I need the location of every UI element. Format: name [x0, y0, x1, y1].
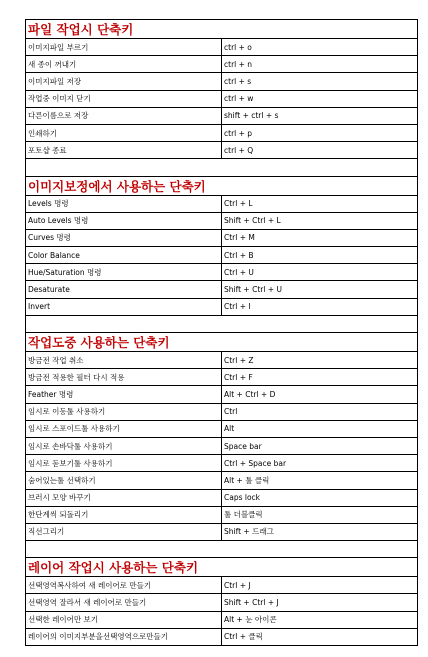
shortcut-cell: ctrl + s: [222, 73, 418, 90]
shortcut-cell: Ctrl + F: [222, 369, 418, 386]
section-header-row: [26, 333, 418, 352]
shortcut-cell: Ctrl + B: [222, 247, 418, 264]
shortcut-cell: ctrl + Q: [222, 142, 418, 159]
shortcut-cell: ctrl + o: [222, 39, 418, 56]
shortcut-cell: shift + ctrl + s: [222, 107, 418, 124]
action-cell: 선택영역복사하여 새 레이어로 만들기: [26, 577, 222, 594]
spacer-cell: [26, 159, 418, 176]
section-header-row: [26, 558, 418, 577]
table-row: [26, 229, 418, 246]
action-cell: Auto Levels 명령: [26, 212, 222, 229]
action-cell: 직선그리기: [26, 523, 222, 540]
table-row: [26, 489, 418, 506]
action-cell: 임시로 스포이드툴 사용하기: [26, 420, 222, 437]
shortcut-cell: Ctrl + U: [222, 264, 418, 281]
table-row: [26, 73, 418, 90]
action-cell: 임시로 이동툴 사용하기: [26, 403, 222, 420]
shortcut-cell: ctrl + n: [222, 56, 418, 73]
action-cell: 인쇄하기: [26, 124, 222, 141]
shortcut-cell: Alt + Ctrl + D: [222, 386, 418, 403]
action-cell: 포토샵 종료: [26, 142, 222, 159]
table-row: [26, 107, 418, 124]
section-title: 이미지보정에서 사용하는 단축키: [26, 176, 418, 195]
table-row: [26, 195, 418, 212]
shortcut-cell: Ctrl + 클릭: [222, 628, 418, 645]
action-cell: Hue/Saturation 명령: [26, 264, 222, 281]
table-row: [26, 39, 418, 56]
table-row: [26, 90, 418, 107]
shortcut-cell: Ctrl: [222, 403, 418, 420]
shortcut-cell: ctrl + w: [222, 90, 418, 107]
shortcut-table-body: [26, 20, 418, 646]
action-cell: 방금전 작업 취소: [26, 352, 222, 369]
section-title: 레이어 작업시 사용하는 단축키: [26, 558, 418, 577]
table-row: [26, 628, 418, 645]
shortcut-cell: Ctrl + J: [222, 577, 418, 594]
section-header-row: [26, 176, 418, 195]
section-title: 작업도중 사용하는 단축키: [26, 333, 418, 352]
shortcut-cell: Shift + Ctrl + U: [222, 281, 418, 298]
spacer-row: [26, 315, 418, 332]
spacer-cell: [26, 315, 418, 332]
shortcut-cell: Space bar: [222, 437, 418, 454]
action-cell: Curves 명령: [26, 229, 222, 246]
table-row: [26, 369, 418, 386]
action-cell: 한단계씩 되돌리기: [26, 506, 222, 523]
shortcut-cell: Ctrl + Space bar: [222, 455, 418, 472]
spacer-row: [26, 541, 418, 558]
action-cell: 숨어있는툴 선택하기: [26, 472, 222, 489]
action-cell: 방금전 적용한 필터 다시 적용: [26, 369, 222, 386]
section-title: 파일 작업시 단축키: [26, 20, 418, 39]
table-row: [26, 212, 418, 229]
table-row: [26, 281, 418, 298]
action-cell: Invert: [26, 298, 222, 315]
shortcut-table: [25, 19, 418, 646]
table-row: [26, 56, 418, 73]
action-cell: 브러시 모양 바꾸기: [26, 489, 222, 506]
table-row: [26, 594, 418, 611]
action-cell: 다른이름으로 저장: [26, 107, 222, 124]
action-cell: 이미지파일 저장: [26, 73, 222, 90]
table-row: [26, 124, 418, 141]
action-cell: 선택영역 잘라서 새 레이어로 만들기: [26, 594, 222, 611]
table-row: [26, 403, 418, 420]
table-row: [26, 264, 418, 281]
table-row: [26, 437, 418, 454]
action-cell: 작업중 이미지 닫기: [26, 90, 222, 107]
action-cell: 레이어의 이미지부분을선택영역으로만들기: [26, 628, 222, 645]
table-row: [26, 142, 418, 159]
action-cell: 임시로 손바닥툴 사용하기: [26, 437, 222, 454]
spacer-row: [26, 159, 418, 176]
action-cell: 새 종이 꺼내기: [26, 56, 222, 73]
shortcut-cell: Alt: [222, 420, 418, 437]
shortcut-cell: Alt + 툴 클릭: [222, 472, 418, 489]
action-cell: Feather 명령: [26, 386, 222, 403]
table-row: [26, 298, 418, 315]
shortcut-cell: Ctrl + M: [222, 229, 418, 246]
shortcut-cell: Shift + Ctrl + L: [222, 212, 418, 229]
shortcut-cell: ctrl + p: [222, 124, 418, 141]
shortcut-cell: Ctrl + L: [222, 195, 418, 212]
shortcut-cell: Shift + Ctrl + J: [222, 594, 418, 611]
shortcut-cell: Shift + 드래그: [222, 523, 418, 540]
table-row: [26, 523, 418, 540]
table-row: [26, 247, 418, 264]
action-cell: Color Balance: [26, 247, 222, 264]
shortcut-cell: 툴 더블클릭: [222, 506, 418, 523]
table-row: [26, 420, 418, 437]
table-row: [26, 386, 418, 403]
action-cell: 선택한 레이어만 보기: [26, 611, 222, 628]
table-row: [26, 577, 418, 594]
section-header-row: [26, 20, 418, 39]
table-row: [26, 455, 418, 472]
action-cell: 이미지파일 부르기: [26, 39, 222, 56]
action-cell: Levels 명령: [26, 195, 222, 212]
table-row: [26, 611, 418, 628]
shortcut-cell: Caps lock: [222, 489, 418, 506]
table-row: [26, 352, 418, 369]
shortcut-cell: Alt + 눈 아이콘: [222, 611, 418, 628]
action-cell: 임시로 돋보기툴 사용하기: [26, 455, 222, 472]
shortcut-cell: Ctrl + I: [222, 298, 418, 315]
action-cell: Desaturate: [26, 281, 222, 298]
spacer-cell: [26, 541, 418, 558]
shortcut-cell: Ctrl + Z: [222, 352, 418, 369]
table-row: [26, 472, 418, 489]
table-row: [26, 506, 418, 523]
